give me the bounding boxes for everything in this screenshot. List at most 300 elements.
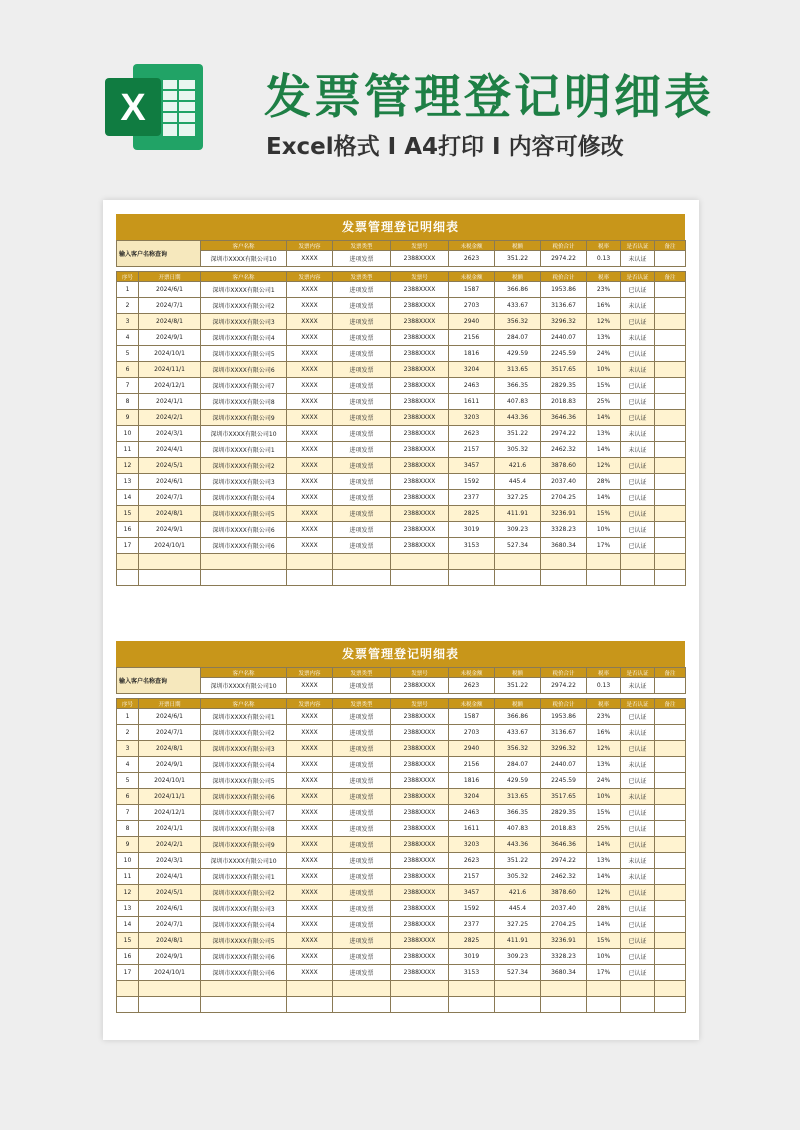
table-cell[interactable]: 已认证 [621, 394, 655, 410]
table-cell[interactable]: 28% [587, 901, 621, 917]
table-cell[interactable]: 进项发票 [333, 362, 391, 378]
table-cell[interactable]: 深圳市XXXX有限公司7 [201, 805, 287, 821]
table-cell[interactable]: 327.25 [495, 917, 541, 933]
table-cell[interactable]: 已认证 [621, 522, 655, 538]
table-cell[interactable]: 3680.34 [541, 965, 587, 981]
table-cell[interactable]: 13% [587, 330, 621, 346]
table-cell[interactable]: 3204 [449, 362, 495, 378]
table-cell[interactable]: 进项发票 [333, 885, 391, 901]
table-cell[interactable]: 16 [117, 949, 139, 965]
table-cell[interactable]: 14% [587, 917, 621, 933]
table-cell[interactable]: XXXX [287, 853, 333, 869]
table-cell[interactable]: 2388XXXX [391, 949, 449, 965]
table-cell[interactable]: 进项发票 [333, 330, 391, 346]
table-cell[interactable] [655, 741, 686, 757]
table-cell[interactable]: 已认证 [621, 538, 655, 554]
table-cell[interactable]: 深圳市XXXX有限公司1 [201, 869, 287, 885]
table-cell[interactable]: 进项发票 [333, 506, 391, 522]
table-cell[interactable]: 深圳市XXXX有限公司6 [201, 789, 287, 805]
table-cell[interactable]: 24% [587, 773, 621, 789]
table-cell[interactable]: 14% [587, 442, 621, 458]
table-cell[interactable]: 284.07 [495, 757, 541, 773]
table-cell[interactable]: XXXX [287, 506, 333, 522]
table-cell[interactable] [655, 362, 686, 378]
table-cell[interactable]: 2 [117, 725, 139, 741]
table-cell[interactable]: 284.07 [495, 330, 541, 346]
table-cell[interactable]: 2388XXXX [391, 885, 449, 901]
table-cell[interactable]: 2825 [449, 506, 495, 522]
table-cell[interactable]: 进项发票 [333, 773, 391, 789]
table-cell[interactable]: 24% [587, 346, 621, 362]
empty-cell[interactable] [621, 554, 655, 570]
table-cell[interactable]: 2388XXXX [391, 869, 449, 885]
table-cell[interactable] [655, 917, 686, 933]
table-cell[interactable]: 3328.23 [541, 522, 587, 538]
table-cell[interactable]: XXXX [287, 949, 333, 965]
table-cell[interactable]: 2024/9/1 [139, 522, 201, 538]
empty-cell[interactable] [333, 981, 391, 997]
table-cell[interactable]: 6 [117, 362, 139, 378]
table-cell[interactable]: 7 [117, 378, 139, 394]
table-cell[interactable]: 2388XXXX [391, 426, 449, 442]
table-cell[interactable]: 2024/7/1 [139, 725, 201, 741]
table-cell[interactable] [655, 490, 686, 506]
table-cell[interactable]: XXXX [287, 789, 333, 805]
table-cell[interactable]: 进项发票 [333, 805, 391, 821]
table-cell[interactable]: 2024/8/1 [139, 741, 201, 757]
table-cell[interactable]: 10% [587, 362, 621, 378]
table-cell[interactable]: 407.83 [495, 821, 541, 837]
table-cell[interactable]: 12% [587, 741, 621, 757]
table-cell[interactable]: 2388XXXX [391, 741, 449, 757]
table-cell[interactable]: 2024/8/1 [139, 933, 201, 949]
table-cell[interactable]: 12 [117, 458, 139, 474]
table-cell[interactable]: 2024/7/1 [139, 298, 201, 314]
table-cell[interactable]: 2024/5/1 [139, 458, 201, 474]
table-cell[interactable]: 10% [587, 789, 621, 805]
table-cell[interactable]: 未认证 [621, 757, 655, 773]
table-cell[interactable]: 深圳市XXXX有限公司4 [201, 757, 287, 773]
table-cell[interactable]: 1611 [449, 821, 495, 837]
table-cell[interactable]: 8 [117, 821, 139, 837]
table-cell[interactable]: 深圳市XXXX有限公司4 [201, 917, 287, 933]
table-cell[interactable]: 14 [117, 490, 139, 506]
empty-cell[interactable] [655, 981, 686, 997]
table-cell[interactable]: 12% [587, 885, 621, 901]
table-cell[interactable]: 2388XXXX [391, 522, 449, 538]
table-cell[interactable]: XXXX [287, 346, 333, 362]
table-cell[interactable]: 2388XXXX [391, 442, 449, 458]
table-cell[interactable]: 2623 [449, 426, 495, 442]
table-cell[interactable]: 10 [117, 853, 139, 869]
empty-cell[interactable] [655, 570, 686, 586]
table-cell[interactable] [655, 933, 686, 949]
table-cell[interactable]: XXXX [287, 410, 333, 426]
table-cell[interactable]: 深圳市XXXX有限公司1 [201, 709, 287, 725]
table-cell[interactable]: 2388XXXX [391, 757, 449, 773]
table-cell[interactable]: 14% [587, 490, 621, 506]
table-cell[interactable]: 3328.23 [541, 949, 587, 965]
table-cell[interactable] [655, 805, 686, 821]
table-cell[interactable]: 已认证 [621, 805, 655, 821]
empty-cell[interactable] [655, 997, 686, 1013]
empty-cell[interactable] [287, 981, 333, 997]
table-cell[interactable] [655, 378, 686, 394]
table-cell[interactable]: 3457 [449, 885, 495, 901]
table-cell[interactable] [655, 394, 686, 410]
table-cell[interactable]: XXXX [287, 394, 333, 410]
table-cell[interactable]: 2388XXXX [391, 933, 449, 949]
table-cell[interactable]: 17% [587, 538, 621, 554]
table-cell[interactable]: 已认证 [621, 346, 655, 362]
table-cell[interactable]: 2388XXXX [391, 821, 449, 837]
table-cell[interactable]: 527.34 [495, 538, 541, 554]
table-cell[interactable]: 3457 [449, 458, 495, 474]
table-cell[interactable] [655, 298, 686, 314]
table-cell[interactable]: XXXX [287, 821, 333, 837]
table-cell[interactable]: 进项发票 [333, 853, 391, 869]
table-cell[interactable]: 2388XXXX [391, 789, 449, 805]
table-cell[interactable] [655, 821, 686, 837]
table-cell[interactable]: 2623 [449, 853, 495, 869]
table-cell[interactable]: XXXX [287, 757, 333, 773]
table-cell[interactable]: XXXX [287, 490, 333, 506]
table-cell[interactable]: 2440.07 [541, 330, 587, 346]
table-cell[interactable]: 2024/4/1 [139, 869, 201, 885]
table-cell[interactable] [655, 853, 686, 869]
table-cell[interactable]: 深圳市XXXX有限公司6 [201, 522, 287, 538]
table-cell[interactable]: 已认证 [621, 965, 655, 981]
table-cell[interactable]: 445.4 [495, 474, 541, 490]
table-cell[interactable]: 3236.91 [541, 506, 587, 522]
table-cell[interactable]: 309.23 [495, 949, 541, 965]
table-cell[interactable]: XXXX [287, 885, 333, 901]
table-cell[interactable] [655, 837, 686, 853]
table-cell[interactable]: 深圳市XXXX有限公司1 [201, 282, 287, 298]
table-cell[interactable]: 14% [587, 410, 621, 426]
table-cell[interactable]: 9 [117, 410, 139, 426]
table-cell[interactable]: XXXX [287, 458, 333, 474]
table-cell[interactable]: 进项发票 [333, 538, 391, 554]
table-cell[interactable]: 已认证 [621, 933, 655, 949]
table-cell[interactable]: 3153 [449, 965, 495, 981]
table-cell[interactable]: 深圳市XXXX有限公司4 [201, 330, 287, 346]
table-cell[interactable]: 2388XXXX [391, 410, 449, 426]
table-cell[interactable]: 351.22 [495, 853, 541, 869]
table-cell[interactable]: 3236.91 [541, 933, 587, 949]
table-cell[interactable]: 23% [587, 709, 621, 725]
table-cell[interactable]: 2024/8/1 [139, 506, 201, 522]
table-cell[interactable]: 深圳市XXXX有限公司8 [201, 394, 287, 410]
table-cell[interactable]: 7 [117, 805, 139, 821]
table-cell[interactable]: 1816 [449, 773, 495, 789]
table-cell[interactable]: XXXX [287, 442, 333, 458]
table-cell[interactable]: 深圳市XXXX有限公司2 [201, 885, 287, 901]
table-cell[interactable]: 4 [117, 330, 139, 346]
table-cell[interactable]: 11 [117, 442, 139, 458]
table-cell[interactable]: 2024/1/1 [139, 394, 201, 410]
table-cell[interactable]: 3136.67 [541, 725, 587, 741]
empty-cell[interactable] [449, 981, 495, 997]
table-cell[interactable]: 2024/7/1 [139, 917, 201, 933]
table-cell[interactable]: 进项发票 [333, 709, 391, 725]
table-cell[interactable]: 1587 [449, 282, 495, 298]
table-cell[interactable]: 未认证 [621, 725, 655, 741]
empty-cell[interactable] [287, 997, 333, 1013]
table-cell[interactable]: 深圳市XXXX有限公司6 [201, 949, 287, 965]
empty-cell[interactable] [139, 997, 201, 1013]
table-cell[interactable]: 未认证 [621, 362, 655, 378]
table-cell[interactable]: XXXX [287, 378, 333, 394]
table-cell[interactable]: 3203 [449, 837, 495, 853]
table-cell[interactable]: 2703 [449, 725, 495, 741]
table-cell[interactable]: 深圳市XXXX有限公司10 [201, 853, 287, 869]
table-cell[interactable]: 2 [117, 298, 139, 314]
table-cell[interactable]: 11 [117, 869, 139, 885]
table-cell[interactable] [655, 885, 686, 901]
table-cell[interactable]: 2024/10/1 [139, 538, 201, 554]
table-cell[interactable]: 313.65 [495, 789, 541, 805]
table-cell[interactable] [655, 522, 686, 538]
table-cell[interactable]: 2037.40 [541, 474, 587, 490]
table-cell[interactable]: 2024/11/1 [139, 362, 201, 378]
table-cell[interactable]: 12% [587, 314, 621, 330]
table-cell[interactable]: 429.59 [495, 773, 541, 789]
empty-cell[interactable] [621, 997, 655, 1013]
empty-cell[interactable] [287, 570, 333, 586]
empty-cell[interactable] [541, 997, 587, 1013]
table-cell[interactable]: XXXX [287, 725, 333, 741]
table-cell[interactable]: 2024/2/1 [139, 410, 201, 426]
table-cell[interactable]: 10 [117, 426, 139, 442]
table-cell[interactable]: 25% [587, 821, 621, 837]
table-cell[interactable]: 2024/3/1 [139, 853, 201, 869]
empty-cell[interactable] [587, 981, 621, 997]
table-cell[interactable]: 已认证 [621, 741, 655, 757]
table-cell[interactable]: 进项发票 [333, 346, 391, 362]
table-cell[interactable]: XXXX [287, 805, 333, 821]
table-cell[interactable]: 进项发票 [333, 917, 391, 933]
table-cell[interactable]: 2157 [449, 442, 495, 458]
table-cell[interactable] [655, 901, 686, 917]
table-cell[interactable] [655, 442, 686, 458]
table-cell[interactable]: 3204 [449, 789, 495, 805]
table-cell[interactable]: 16% [587, 298, 621, 314]
table-cell[interactable] [655, 949, 686, 965]
table-cell[interactable]: 2388XXXX [391, 330, 449, 346]
table-cell[interactable] [655, 346, 686, 362]
empty-cell[interactable] [287, 554, 333, 570]
table-cell[interactable]: 深圳市XXXX有限公司9 [201, 410, 287, 426]
table-cell[interactable]: 进项发票 [333, 949, 391, 965]
table-cell[interactable]: 进项发票 [333, 522, 391, 538]
table-cell[interactable]: 深圳市XXXX有限公司4 [201, 490, 287, 506]
table-cell[interactable]: 已认证 [621, 458, 655, 474]
table-cell[interactable]: 2388XXXX [391, 901, 449, 917]
table-cell[interactable] [655, 725, 686, 741]
table-cell[interactable]: 2388XXXX [391, 346, 449, 362]
table-cell[interactable]: 407.83 [495, 394, 541, 410]
table-cell[interactable]: 2704.25 [541, 917, 587, 933]
table-cell[interactable]: 进项发票 [333, 757, 391, 773]
table-cell[interactable]: 23% [587, 282, 621, 298]
table-cell[interactable]: XXXX [287, 298, 333, 314]
table-cell[interactable]: 已认证 [621, 949, 655, 965]
table-cell[interactable]: 2388XXXX [391, 394, 449, 410]
table-cell[interactable]: 2388XXXX [391, 725, 449, 741]
table-cell[interactable]: 进项发票 [333, 741, 391, 757]
empty-cell[interactable] [541, 570, 587, 586]
table-cell[interactable]: 2156 [449, 757, 495, 773]
table-cell[interactable]: 309.23 [495, 522, 541, 538]
table-cell[interactable]: 5 [117, 773, 139, 789]
table-cell[interactable] [655, 474, 686, 490]
table-cell[interactable]: 2388XXXX [391, 773, 449, 789]
empty-cell[interactable] [449, 997, 495, 1013]
table-cell[interactable]: 3019 [449, 949, 495, 965]
table-cell[interactable]: 进项发票 [333, 490, 391, 506]
empty-cell[interactable] [621, 981, 655, 997]
table-cell[interactable]: 2037.40 [541, 901, 587, 917]
table-cell[interactable]: 2388XXXX [391, 709, 449, 725]
table-cell[interactable]: 2388XXXX [391, 538, 449, 554]
table-cell[interactable]: 4 [117, 757, 139, 773]
table-cell[interactable]: 2024/12/1 [139, 378, 201, 394]
table-cell[interactable]: 3878.60 [541, 885, 587, 901]
empty-cell[interactable] [449, 554, 495, 570]
table-cell[interactable]: 2245.59 [541, 346, 587, 362]
table-cell[interactable]: XXXX [287, 426, 333, 442]
table-cell[interactable]: 3136.67 [541, 298, 587, 314]
table-cell[interactable]: 进项发票 [333, 394, 391, 410]
table-cell[interactable]: 已认证 [621, 490, 655, 506]
empty-cell[interactable] [587, 570, 621, 586]
table-cell[interactable]: 15% [587, 506, 621, 522]
table-cell[interactable]: 16% [587, 725, 621, 741]
table-cell[interactable]: 进项发票 [333, 869, 391, 885]
table-cell[interactable]: 2974.22 [541, 853, 587, 869]
table-cell[interactable]: 未认证 [621, 789, 655, 805]
empty-cell[interactable] [541, 554, 587, 570]
table-cell[interactable]: 2024/10/1 [139, 773, 201, 789]
table-cell[interactable]: 2377 [449, 490, 495, 506]
empty-cell[interactable] [117, 570, 139, 586]
table-cell[interactable]: 15 [117, 933, 139, 949]
table-cell[interactable]: 2940 [449, 741, 495, 757]
table-cell[interactable]: 2388XXXX [391, 362, 449, 378]
table-cell[interactable]: 5 [117, 346, 139, 362]
table-cell[interactable]: XXXX [287, 917, 333, 933]
table-cell[interactable]: XXXX [287, 538, 333, 554]
empty-cell[interactable] [333, 997, 391, 1013]
table-cell[interactable]: 15% [587, 378, 621, 394]
table-cell[interactable] [655, 709, 686, 725]
table-cell[interactable] [655, 410, 686, 426]
table-cell[interactable]: 2245.59 [541, 773, 587, 789]
table-cell[interactable]: 未认证 [621, 426, 655, 442]
empty-cell[interactable] [139, 981, 201, 997]
table-cell[interactable]: 深圳市XXXX有限公司5 [201, 346, 287, 362]
table-cell[interactable]: 421.6 [495, 885, 541, 901]
empty-cell[interactable] [139, 570, 201, 586]
table-cell[interactable]: 2377 [449, 917, 495, 933]
table-cell[interactable]: 2388XXXX [391, 490, 449, 506]
table-cell[interactable]: 366.86 [495, 282, 541, 298]
empty-cell[interactable] [391, 997, 449, 1013]
table-cell[interactable]: 10% [587, 949, 621, 965]
table-cell[interactable] [655, 282, 686, 298]
table-cell[interactable]: 2974.22 [541, 426, 587, 442]
table-cell[interactable]: 9 [117, 837, 139, 853]
table-cell[interactable]: 366.35 [495, 378, 541, 394]
table-cell[interactable]: 已认证 [621, 282, 655, 298]
table-cell[interactable]: XXXX [287, 837, 333, 853]
table-cell[interactable]: 已认证 [621, 378, 655, 394]
table-cell[interactable]: 进项发票 [333, 314, 391, 330]
table-cell[interactable]: 2018.83 [541, 821, 587, 837]
table-cell[interactable]: 未认证 [621, 853, 655, 869]
table-cell[interactable]: 2024/10/1 [139, 965, 201, 981]
table-cell[interactable]: 深圳市XXXX有限公司3 [201, 901, 287, 917]
table-cell[interactable]: 未认证 [621, 442, 655, 458]
table-cell[interactable]: 已认证 [621, 709, 655, 725]
table-cell[interactable]: 433.67 [495, 298, 541, 314]
table-cell[interactable]: 深圳市XXXX有限公司5 [201, 773, 287, 789]
table-cell[interactable]: 305.32 [495, 869, 541, 885]
table-cell[interactable]: 深圳市XXXX有限公司6 [201, 965, 287, 981]
table-cell[interactable]: XXXX [287, 362, 333, 378]
table-cell[interactable] [655, 869, 686, 885]
query-customer-input[interactable]: 深圳市XXXX有限公司10 [201, 678, 287, 694]
table-cell[interactable]: 1 [117, 709, 139, 725]
table-cell[interactable]: 411.91 [495, 933, 541, 949]
table-cell[interactable]: 未认证 [621, 869, 655, 885]
table-cell[interactable]: 3203 [449, 410, 495, 426]
table-cell[interactable]: 深圳市XXXX有限公司7 [201, 378, 287, 394]
table-cell[interactable] [655, 965, 686, 981]
table-cell[interactable]: 2462.32 [541, 442, 587, 458]
table-cell[interactable]: 25% [587, 394, 621, 410]
empty-cell[interactable] [117, 554, 139, 570]
table-cell[interactable]: 2018.83 [541, 394, 587, 410]
table-cell[interactable]: XXXX [287, 330, 333, 346]
table-cell[interactable]: 2388XXXX [391, 917, 449, 933]
table-cell[interactable]: 12% [587, 458, 621, 474]
table-cell[interactable]: 2388XXXX [391, 474, 449, 490]
table-cell[interactable] [655, 458, 686, 474]
table-cell[interactable]: 深圳市XXXX有限公司2 [201, 458, 287, 474]
table-cell[interactable]: 已认证 [621, 474, 655, 490]
table-cell[interactable]: 2388XXXX [391, 378, 449, 394]
empty-cell[interactable] [541, 981, 587, 997]
table-cell[interactable]: 进项发票 [333, 298, 391, 314]
table-cell[interactable]: 2388XXXX [391, 298, 449, 314]
empty-cell[interactable] [333, 570, 391, 586]
table-cell[interactable]: 443.36 [495, 410, 541, 426]
table-cell[interactable]: 1587 [449, 709, 495, 725]
table-cell[interactable]: 2704.25 [541, 490, 587, 506]
table-cell[interactable]: 2024/6/1 [139, 901, 201, 917]
table-cell[interactable]: 已认证 [621, 837, 655, 853]
table-cell[interactable]: 深圳市XXXX有限公司10 [201, 426, 287, 442]
table-cell[interactable]: 已认证 [621, 506, 655, 522]
empty-cell[interactable] [201, 554, 287, 570]
table-cell[interactable] [655, 426, 686, 442]
table-cell[interactable]: 已认证 [621, 773, 655, 789]
table-cell[interactable]: 深圳市XXXX有限公司6 [201, 538, 287, 554]
table-cell[interactable]: 2703 [449, 298, 495, 314]
table-cell[interactable]: 421.6 [495, 458, 541, 474]
